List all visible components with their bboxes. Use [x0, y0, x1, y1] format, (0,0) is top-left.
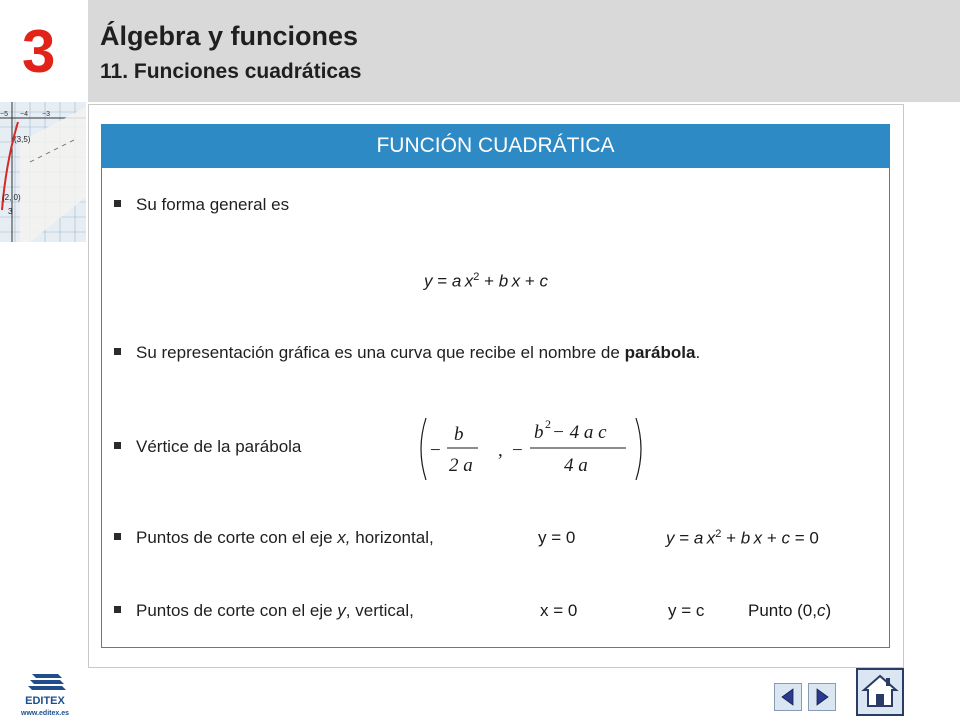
bold-parabola: parábola: [624, 343, 696, 362]
bullet-x-intercepts: Puntos de corte con el eje x, horizontal,: [114, 528, 434, 548]
graph-paper-image: [0, 102, 86, 242]
triangle-right-icon: [809, 684, 835, 710]
bullet-icon: [114, 348, 121, 355]
vertex-den-2: 4 a: [564, 455, 588, 476]
vertex-num-1: b: [454, 424, 464, 445]
y-intercept-equation: y = c: [668, 601, 705, 620]
page-subtitle: 11. Funciones cuadráticas: [100, 60, 362, 83]
neg-sign-1: −: [430, 440, 441, 461]
y-intercept-point: Punto (0,c): [748, 601, 832, 620]
y-intercept-condition: x = 0: [540, 601, 578, 620]
neg-sign-2: −: [512, 440, 523, 461]
bullet-general-form: [114, 195, 289, 215]
graph-label-3neg: −3: [42, 111, 50, 118]
chapter-number: 3: [22, 18, 56, 85]
page-title: Álgebra y funciones: [100, 21, 359, 51]
home-icon: [858, 670, 902, 714]
graph-label-3: 3: [8, 207, 13, 216]
bullet-graph: Su representación gráfica es una curva que recibe el nombre de parábola.: [114, 343, 700, 363]
home-button[interactable]: [856, 668, 904, 716]
vertex-formula: [414, 414, 648, 484]
logo-url: www.editex.es: [21, 710, 69, 717]
graph-label-point2: (2, 0): [2, 193, 21, 202]
bullet-icon: [114, 533, 121, 540]
graph-label-point1: (3,5): [14, 135, 31, 144]
previous-button[interactable]: [774, 683, 802, 711]
vertex-den-1: 2 a: [449, 455, 473, 476]
bullet-y-intercept: Puntos de corte con el eje y, vertical,: [114, 601, 414, 621]
x-intercept-condition: y = 0: [538, 528, 576, 547]
general-form-formula: y = a $x^2 + b$ x + c: [424, 271, 548, 291]
x-intercept-equation: y = a $x^2 + b$ x + c = 0: [666, 528, 819, 548]
bullet-icon: [114, 442, 121, 449]
vertex-num-2-exp: 2: [545, 417, 551, 431]
box-heading: FUNCIÓN CUADRÁTICA: [101, 124, 890, 168]
bullet-text: Su forma general es: [136, 195, 290, 214]
graph-label-4: −4: [20, 111, 28, 118]
graph-label-5: −5: [0, 111, 8, 118]
vertex-comma: ,: [498, 440, 503, 461]
logo-name: EDITEX: [25, 695, 65, 707]
bullet-icon: [114, 200, 121, 207]
vertex-num-2-rest: − 4 a c: [552, 422, 607, 443]
next-button[interactable]: [808, 683, 836, 711]
triangle-left-icon: [775, 684, 801, 710]
editex-logo: [10, 670, 80, 718]
bullet-icon: [114, 606, 121, 613]
vertex-num-2-b: b: [534, 422, 544, 443]
bullet-vertex: Vértice de la parábola: [114, 437, 301, 457]
